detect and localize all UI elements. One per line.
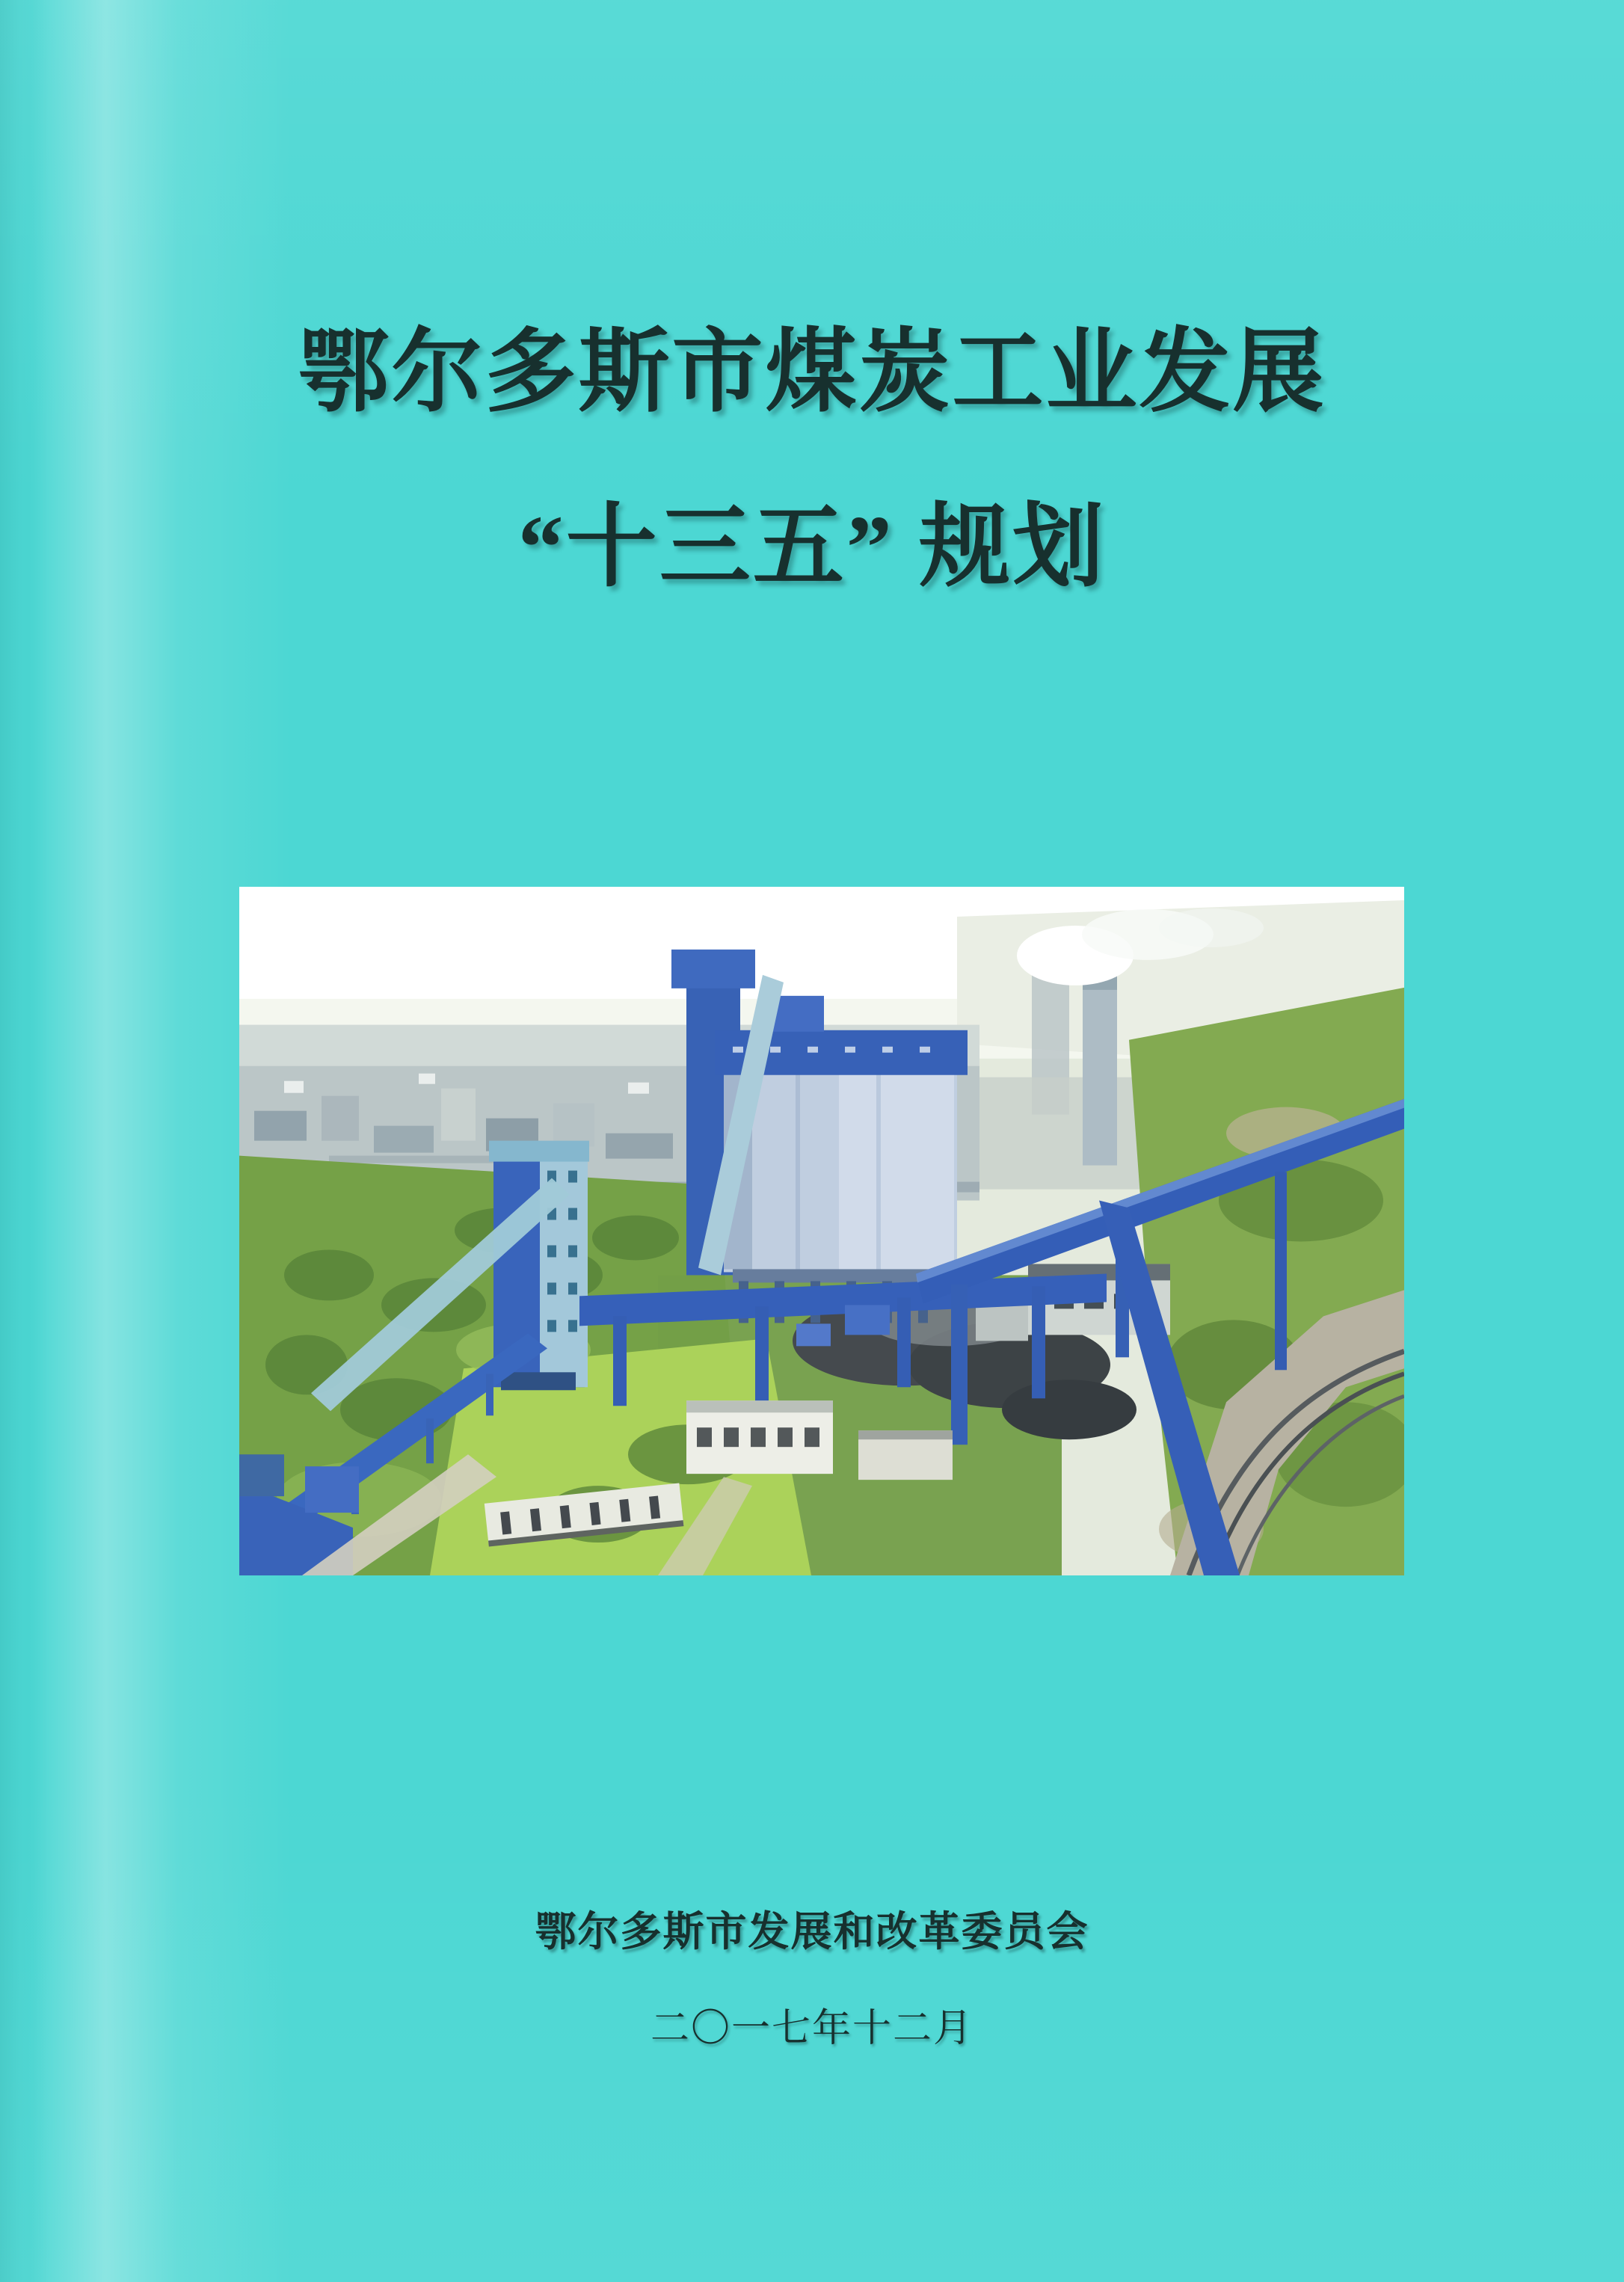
publication-date: 二〇一七年十二月 (650, 2008, 974, 2050)
cover-title-line1: 鄂尔多斯市煤炭工业发展 (298, 322, 1326, 423)
publisher-name: 鄂尔多斯市发展和改革委员会 (535, 1909, 1089, 1955)
cover-photo (239, 887, 1404, 1575)
cover-photo-illustration (239, 887, 1404, 1575)
photo-scan-wash (239, 887, 1404, 1575)
cover-title-line2: “十三五” 规划 (517, 497, 1107, 598)
